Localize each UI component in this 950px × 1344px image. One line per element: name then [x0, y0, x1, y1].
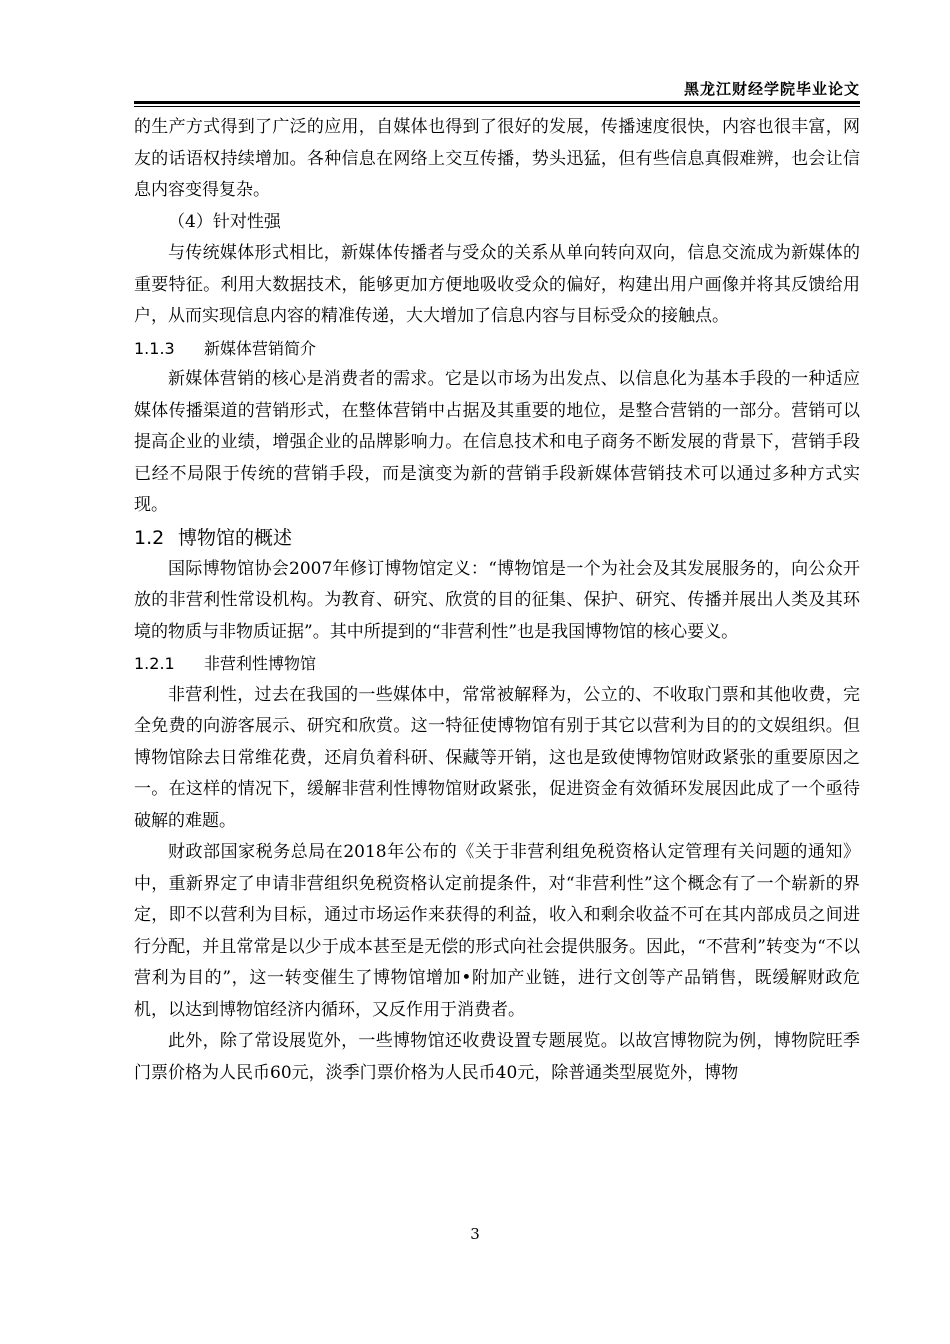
paragraph: 财政部国家税务总局在2018年公布的《关于非营利组免税资格认定管理有关问题的通知》中，重新界定了申请非营组织免税资格认定前提条件，对“非营利性”这个概念有了一个崭新的界定，即不以营利为目标，通过市场运作来获得的利益，收入和剩余收益不可在其内部成员之间进行分配，并且常常是以少于成本甚至是无偿的形式向社会提供服务。因此，“不营利”转变为“不以营利为目的”，这一转变催生了博物馆增加•附加产业链，进行文创等产品销售，既缓解财政危机，以达到博物馆经济内循环，又反作用于消费者。	[134, 842, 860, 1020]
paragraph: 非营利性，过去在我国的一些媒体中，常常被解释为，公立的、不收取门票和其他收费，完全免费的向游客展示、研究和欣赏。这一特征使博物馆有别于其它以营利为目的的文娱组织。但博物馆除去日常维花费，还肩负着科研、保藏等开销，这也是致使博物馆财政紧张的重要原因之一。在这样的情况下，缓解非营利性博物馆财政紧张，促进资金有效循环发展因此成了一个亟待破解的难题。	[134, 684, 860, 831]
list-item-heading: （4）针对性强	[168, 211, 281, 232]
page-body	[134, 112, 860, 1089]
paragraph: 此外，除了常设展览外，一些博物馆还收费设置专题展览。以故宫博物院为例，博物院旺季门票价格为人民币60元，淡季门票价格为人民币40元，除普通类型展览外，博物	[134, 1031, 860, 1083]
subsection-heading-1-1-3	[134, 333, 860, 365]
heading-title: 非营利性博物馆	[204, 654, 317, 673]
subsection-heading-1-2-1	[134, 648, 860, 680]
heading-number: 1.2.1	[134, 654, 175, 673]
heading-number: 1.1.3	[134, 338, 175, 358]
running-header: 黑龙江财经学院毕业论文	[683, 80, 860, 98]
paragraph-continued: 的生产方式得到了广泛的应用，自媒体也得到了很好的发展，传播速度很快，内容也很丰富，网友的话语权持续增加。各种信息在网络上交互传播，势头迅猛，但有些信息真假难辨，也会让信息内容变得复杂。	[134, 117, 860, 200]
header-rule-thick	[134, 101, 860, 104]
page-number: 3	[470, 1225, 480, 1243]
paragraph: 新媒体营销的核心是消费者的需求。它是以市场为出发点、以信息化为基本手段的一种适应媒体传播渠道的营销形式，在整体营销中占据及其重要的地位，是整合营销的一部分。营销可以提高企业的业绩，增强企业的品牌影响力。在信息技术和电子商务不断发展的背景下，营销手段已经不局限于传统的营销手段，而是演变为新的营销手段新媒体营销技术可以通过多种方式实现。	[134, 369, 860, 515]
paragraph: 与传统媒体形式相比，新媒体传播者与受众的关系从单向转向双向，信息交流成为新媒体的重要特征。利用大数据技术，能够更加方便地吸收受众的偏好，构建出用户画像并将其反馈给用户，从而实现信息内容的精准传递，大大增加了信息内容与目标受众的接触点。	[134, 243, 860, 326]
header-rule-thin	[134, 106, 860, 107]
heading-title: 新媒体营销简介	[204, 338, 317, 358]
section-heading-1-2	[134, 522, 860, 554]
paragraph: 国际博物馆协会2007年修订博物馆定义：“博物馆是一个为社会及其发展服务的，向公众开放的非营利性常设机构。为教育、研究、欣赏的目的征集、保护、研究、传播并展出人类及其环境的物质与非物质证据”。其中所提到的“非营利性”也是我国博物馆的核心要义。	[134, 558, 860, 642]
heading-number: 1.2	[134, 526, 165, 549]
heading-title: 博物馆的概述	[178, 526, 293, 549]
